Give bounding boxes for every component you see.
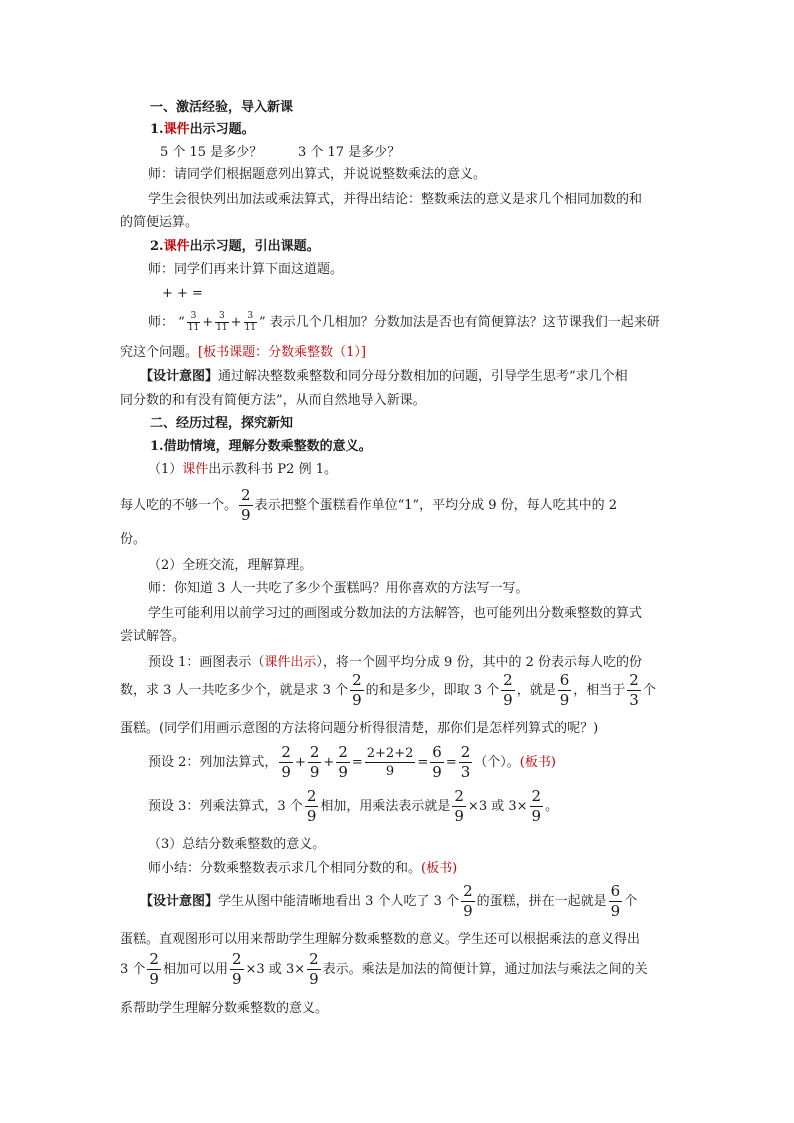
fraction-2-9: $\frac{2}{9}$ [531, 787, 542, 825]
section-heading-2: 二、经历过程，探究新知 [150, 416, 294, 431]
fraction-2-9: $\frac{2}{9}$ [503, 671, 513, 709]
fraction-2-9: $\frac{2}{9}$ [463, 882, 473, 920]
board-note: (板书) [519, 755, 556, 770]
activity-2: （2）全班交流，理解算理。 [148, 558, 313, 573]
paragraph-2-line-2: 尝试解答。 [120, 629, 186, 644]
example-line-2: 份。 [120, 532, 147, 547]
board-title: [板书课题：分数乘整数（1）] [198, 345, 366, 360]
text: 。 [545, 799, 559, 814]
paragraph-1-line-2: 的简便运算。 [120, 215, 199, 230]
plus-sign: + [230, 315, 242, 330]
text: 的蛋糕，拼在一起就是 [476, 894, 607, 909]
preset-1-line-2 [120, 673, 656, 709]
fraction-3-11: $\frac{3}{11}$ [216, 311, 228, 333]
design-intent-label: 【设计意图】 [140, 894, 219, 909]
section-heading-1: 一、激活经验，导入新课 [150, 100, 294, 115]
fraction-2-9: $\frac{2}{9}$ [309, 743, 320, 781]
preset-1-line-1 [148, 654, 642, 672]
text: ×3 或 3× [245, 962, 306, 977]
text: 预设 2：列加法算式， [148, 755, 278, 770]
text: 表示。乘法是加法的简便计算，通过加法与乘法之间的关 [322, 962, 648, 977]
text: 究这个问题。 [120, 345, 199, 360]
preset-2 [148, 745, 556, 781]
item-1-heading [150, 121, 255, 139]
item-text: 出示习题，引出课题。 [189, 239, 320, 254]
blank-equation: + + = [162, 286, 203, 301]
question-1: 5 个 15 是多少？ [160, 145, 263, 160]
text: ，相当于 [573, 683, 626, 698]
item-number: 1. [150, 122, 164, 137]
text: 3 个 [120, 962, 146, 977]
activity-1 [148, 461, 337, 479]
plus-sign: + [294, 755, 306, 770]
teacher-line-4: 师：你知道 3 人一共吃了多少个蛋糕吗？用你喜欢的方法写一写。 [148, 581, 529, 596]
teacher-line-2: 师：同学们再来计算下面这道题。 [148, 262, 344, 277]
text: 每人吃的不够一个。 [120, 498, 238, 513]
fraction-2-9: $\frac{2}{9}$ [454, 787, 464, 825]
text: 相加可以用 [162, 962, 228, 977]
courseware-label: 课件出示 [264, 655, 317, 670]
text: 个 [624, 894, 638, 909]
fraction-3-11: $\frac{3}{11}$ [187, 311, 200, 333]
text: ×3 或 3× [467, 799, 528, 814]
fraction-6-9: $\frac{6}{9}$ [559, 671, 570, 709]
text: 出示教科书 P2 例 1。 [208, 462, 337, 477]
equals-sign: = [417, 755, 429, 770]
text: ），将一个圆平均分成 9 份，其中的 2 份表示每人吃的份 [316, 655, 642, 670]
fraction-2-9: $\frac{2}{9}$ [241, 486, 251, 524]
equals-sign: = [445, 755, 457, 770]
fraction-6-9: $\frac{6}{9}$ [432, 743, 442, 781]
subsection-1-heading: 1.借助情境，理解分数乘整数的意义。 [150, 439, 372, 454]
text: 师小结：分数乘整数表示求几个相同分数的和。 [148, 861, 422, 876]
text: 个 [642, 683, 656, 698]
open-quote: “ [178, 315, 185, 330]
paragraph-2-line-1: 学生可能利用以前学习过的画图或分数加法的方法解答，也可能列出分数乘整数的算式 [148, 606, 643, 621]
teacher-line-3-text: 表示几个几相加？分数加法是否也有简便算法？这节课我们一起来研 [269, 315, 660, 330]
teacher-prefix: 师： [148, 315, 175, 330]
text: 通过解决整数乘整数和同分母分数相加的问题，引导学生思考“求几个相 [218, 369, 628, 384]
courseware-label: 课件 [163, 122, 190, 137]
design-intent-2-line-1 [140, 883, 637, 921]
fraction-3-11: $\frac{3}{11}$ [244, 311, 256, 333]
text: 预设 1：画图表示（ [148, 655, 265, 670]
item-text: 出示习题。 [189, 122, 255, 137]
plus-sign: + [202, 315, 214, 330]
design-intent-2-line-2: 蛋糕。直观图形可以用来帮助学生理解分数乘整数的意义。学生还可以根据乘法的意义得出 [120, 932, 641, 947]
teacher-line-3b [120, 344, 366, 362]
question-2: 3 个 17 是多少？ [298, 145, 401, 160]
fraction-2-9: $\frac{2}{9}$ [352, 671, 362, 709]
design-intent-2-line-4: 系帮助学生理解分数乘整数的意义。 [120, 1001, 329, 1016]
design-intent-label: 【设计意图】 [140, 369, 219, 384]
text: 数，求 3 人一共吃多少个，就是求 3 个 [120, 683, 349, 698]
item-number: 2. [150, 239, 164, 254]
teacher-summary [148, 860, 457, 878]
text: 学生从图中能清晰地看出 3 个人吃了 3 个 [218, 894, 460, 909]
text: （1） [148, 462, 183, 477]
fraction-6-9: $\frac{6}{9}$ [610, 882, 621, 920]
paragraph-1-line-1: 学生会很快列出加法或乘法算式，并得出结论：整数乘法的意义是求几个相同加数的和 [148, 192, 643, 207]
fraction-2-9: $\frac{2}{9}$ [231, 950, 242, 988]
courseware-label: 课件 [163, 239, 190, 254]
design-intent-1-line-2: 同分数的和有没有简便方法”，从而自然地导入新课。 [120, 393, 426, 408]
plus-sign: + [323, 755, 335, 770]
fraction-2-9: $\frac{2}{9}$ [309, 950, 319, 988]
fraction-2-3: $\frac{2}{3}$ [460, 743, 471, 781]
text: 表示把整个蛋糕看作单位“1”，平均分成 9 份，每人吃其中的 2 [254, 498, 618, 513]
fraction-sum: $\frac{2+2+2}{9}$ [366, 746, 414, 779]
activity-3: （3）总结分数乘整数的意义。 [148, 837, 326, 852]
text: ，就是 [516, 683, 556, 698]
equals-sign: = [351, 755, 363, 770]
courseware-label: 课件 [182, 462, 209, 477]
item-2-heading [150, 238, 320, 256]
close-quote: ” [258, 315, 266, 330]
text: 相加，用乘法表示就是 [320, 799, 451, 814]
design-intent-1-line-1 [140, 368, 628, 386]
design-intent-2-line-3 [120, 951, 648, 989]
preset-1-line-3: 蛋糕。(同学们用画示意图的方法将问题分析得很清楚，那你们是怎样列算式的呢？) [120, 721, 599, 736]
fraction-2-3: $\frac{2}{3}$ [629, 671, 639, 709]
board-note: (板书) [421, 861, 458, 876]
text: 预设 3：列乘法算式，3 个 [148, 799, 303, 814]
fraction-2-9: $\frac{2}{9}$ [306, 787, 317, 825]
fraction-2-9: $\frac{2}{9}$ [338, 743, 348, 781]
text: 的和是多少，即取 3 个 [365, 683, 500, 698]
teacher-line-1: 师：请同学们根据题意列出算式，并说说整数乘法的意义。 [148, 167, 487, 182]
text: （个）。 [474, 755, 520, 770]
fraction-2-9: $\frac{2}{9}$ [149, 950, 159, 988]
fraction-2-9: $\frac{2}{9}$ [281, 743, 291, 781]
example-line-1 [120, 488, 617, 523]
preset-3 [148, 788, 558, 826]
teacher-line-3 [148, 310, 660, 336]
